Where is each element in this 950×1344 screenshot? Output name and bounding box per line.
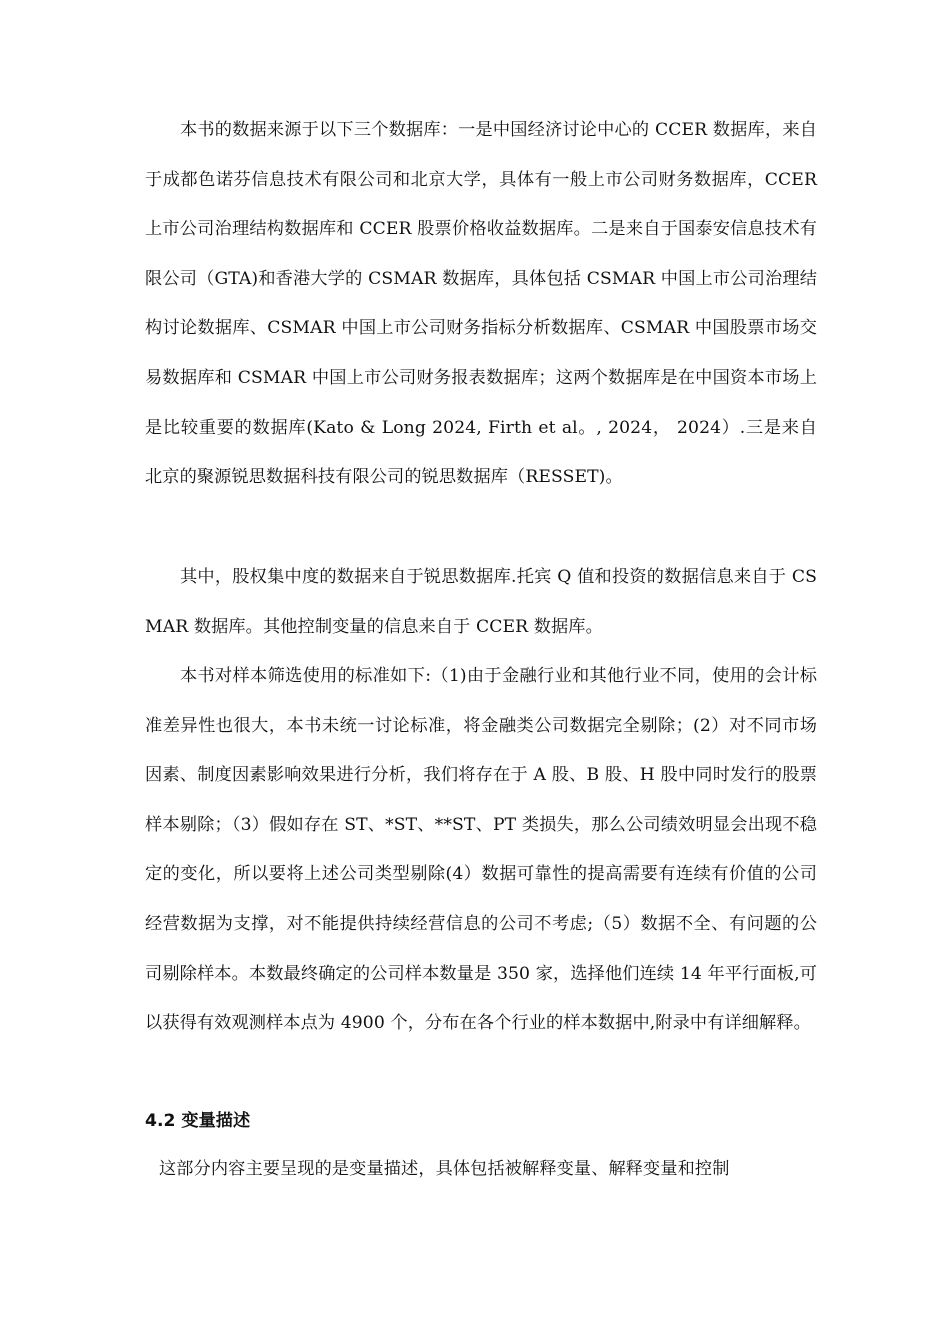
paragraph-variable-description: 这部分内容主要呈现的是变量描述，具体包括被解释变量、解释变量和控制 xyxy=(159,1159,730,1179)
paragraph-data-sources: 本书的数据来源于以下三个数据库：一是中国经济讨论中心的 CCER 数据库，来自于成都色诺芬信息技术有限公司和北京大学，具体有一般上市公司财务数据库，CCER 上市公司治理结构数据库和 CCER 股票价格收益数据库。二是来自于国泰安信息技术有限公司（GTA)和香港大学的 CSMAR 数据库，具体包括 CSMAR 中国上市公司治理结构讨论数据库、CSMAR 中国上市公司财务指标分析数据库、CSMAR 中国股票市场交易数据库和 CSMAR 中国上市公司财务报表数据库；这两个数据库是在中国资本市场上是比较重要的数据库(Kato & Long 2024, Firth et al。, 2024， 2024）.三是来自北京的聚源锐思数据科技有限公司的锐思数据库（RESSET)。 xyxy=(145,120,817,488)
paragraph-sample-selection: 本书对样本筛选使用的标准如下:（1)由于金融行业和其他行业不同，使用的会计标准差异性也很大，本书未统一讨论标准，将金融类公司数据完全剔除；(2）对不同市场因素、制度因素影响效果进行分析，我们将存在于 A 股、B 股、H 股中同时发行的股票样本剔除；（3）假如存在 ST、*ST、**ST、PT 类损失，那么公司绩效明显会出现不稳定的变化，所以要将上述公司类型剔除(4）数据可靠性的提高需要有连续有价值的公司经营数据为支撑，对不能提供持续经营信息的公司不考虑;（5）数据不全、有问题的公司剔除样本。本数最终确定的公司样本数量是 350 家，选择他们连续 14 年平行面板,可以获得有效观测样本点为 4900 个，分布在各个行业的样本数据中,附录中有详细解释。 xyxy=(145,666,817,1034)
section-heading: 4.2 变量描述 xyxy=(145,1111,251,1131)
paragraph-data-origin: 其中，股权集中度的数据来自于锐思数据库.托宾 Q 值和投资的数据信息来自于 CSMAR 数据库。其他控制变量的信息来自于 CCER 数据库。 xyxy=(145,567,817,637)
